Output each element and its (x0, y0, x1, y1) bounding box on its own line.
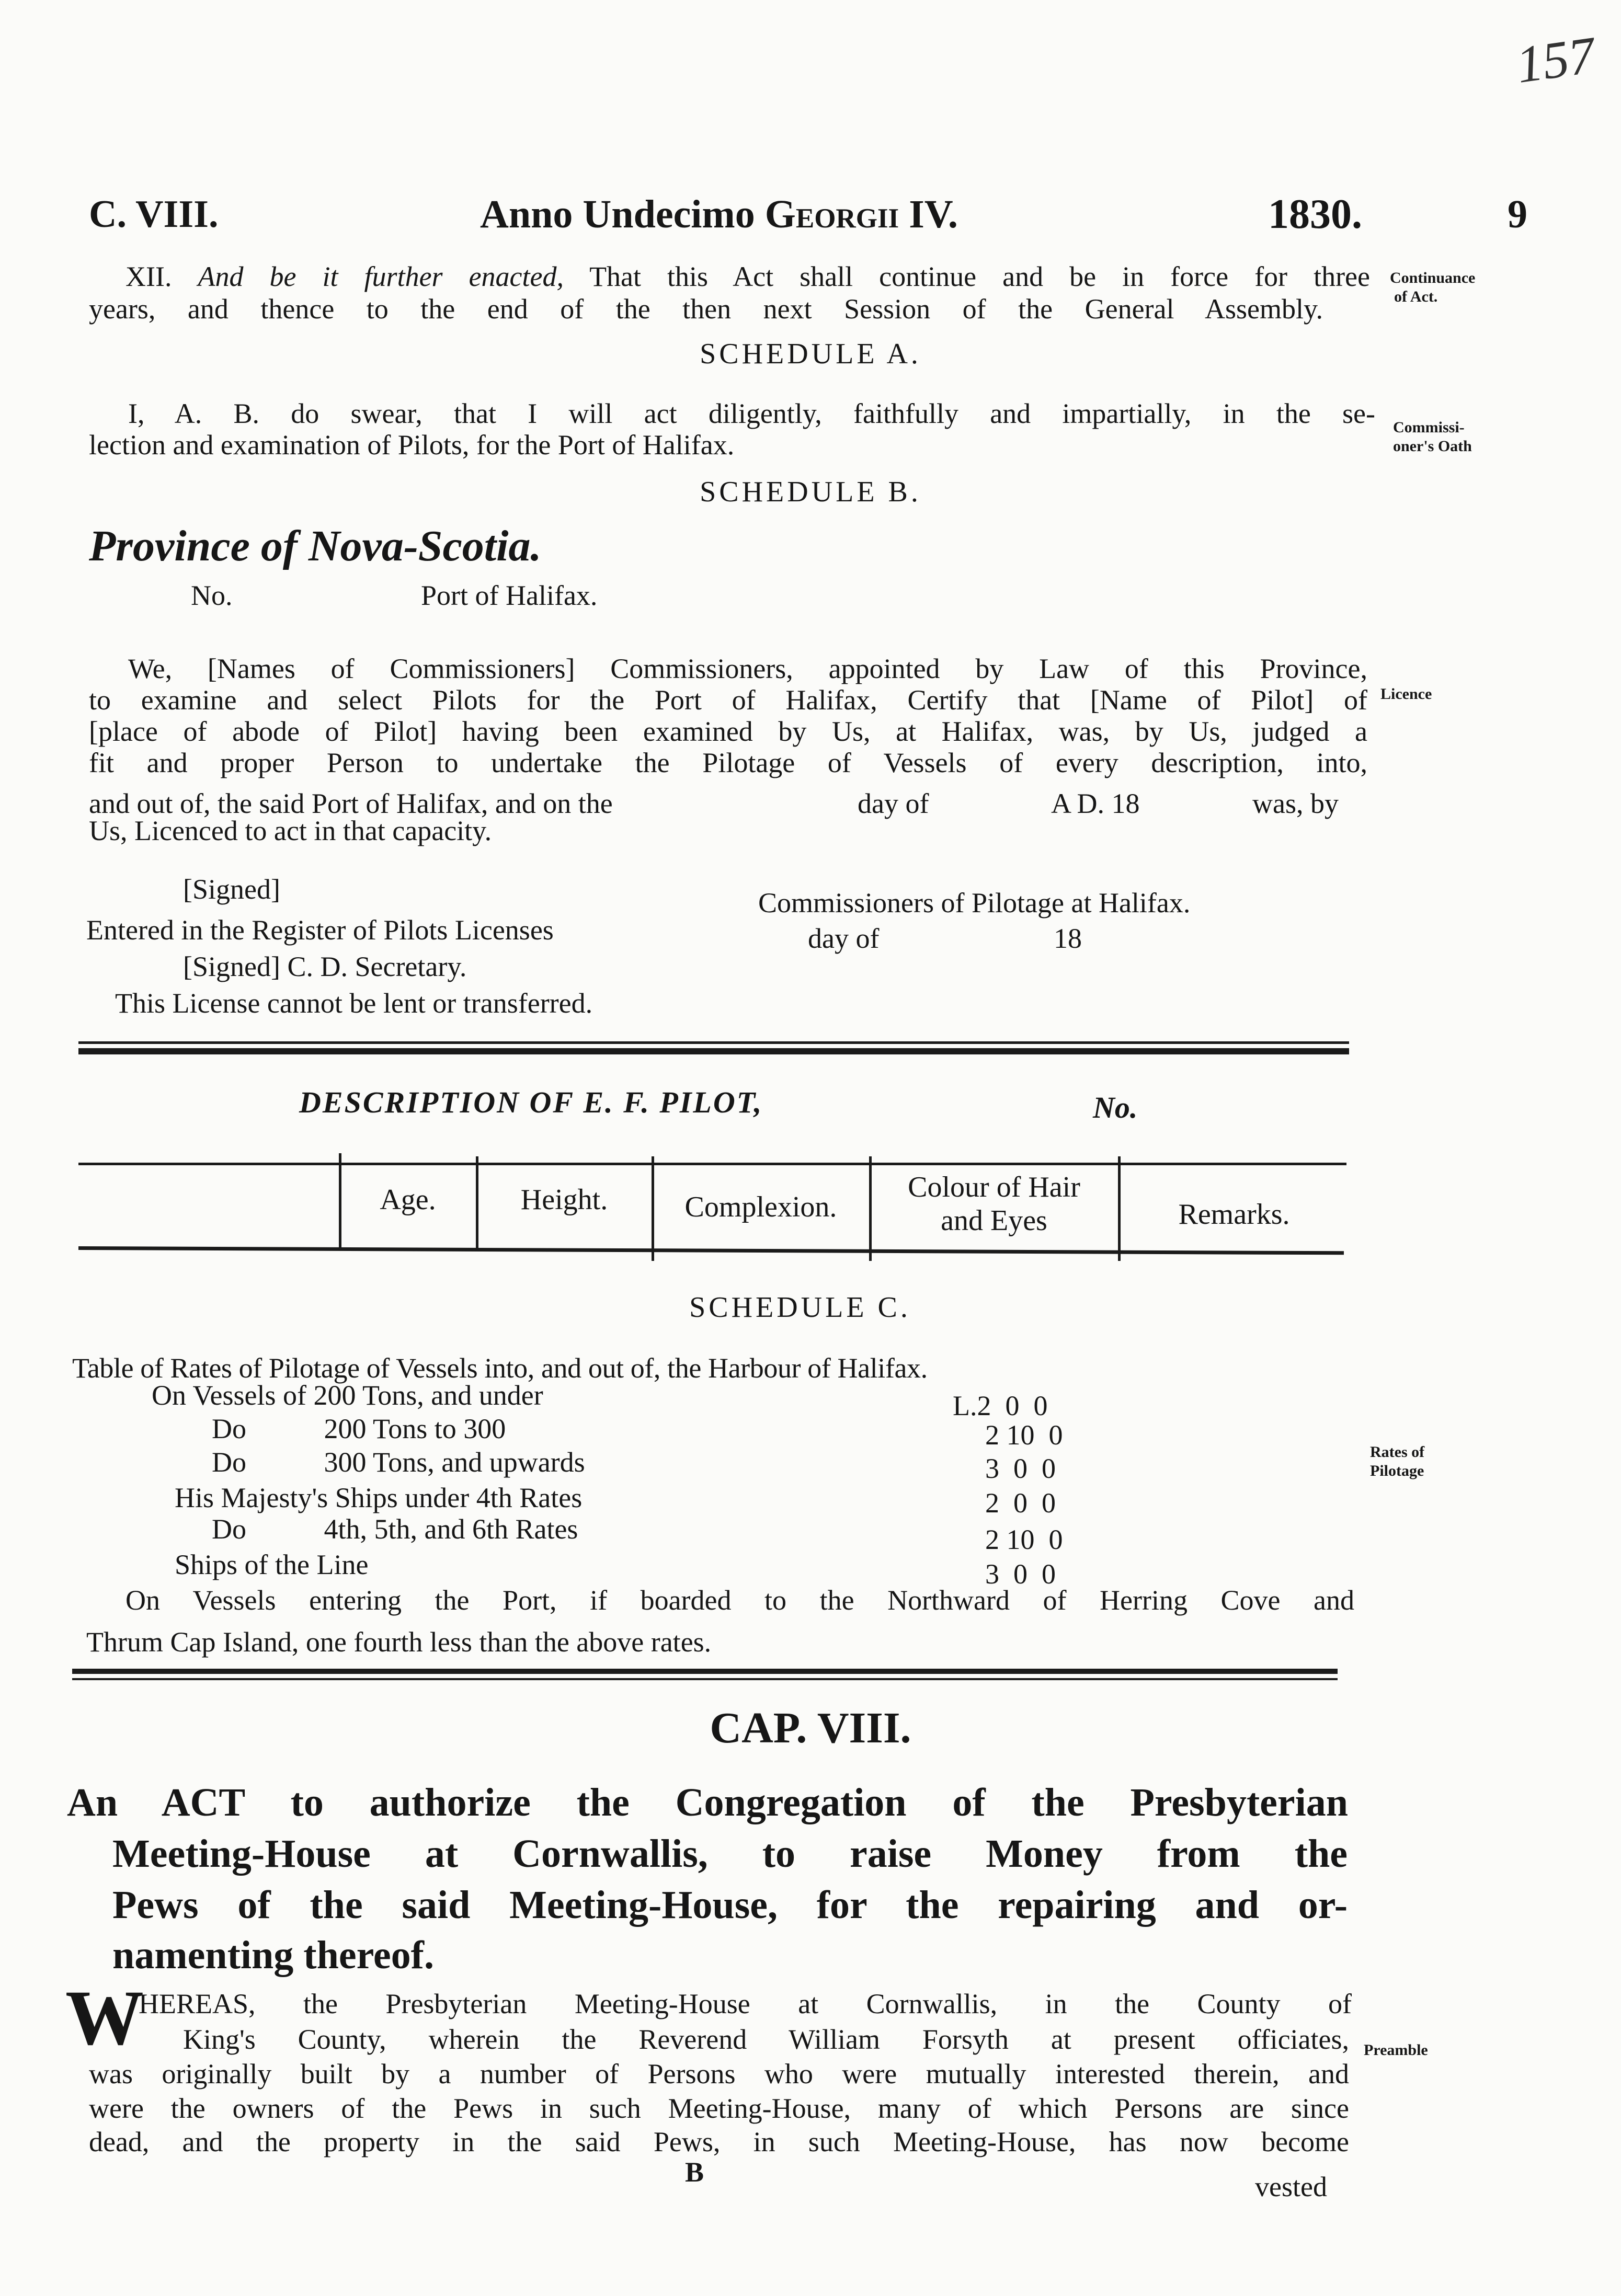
table-header-remarks: Remarks. (1178, 1198, 1290, 1231)
margin-rates-line-1: Rates of (1370, 1443, 1425, 1461)
rate-row-5-label: Do 4th, 5th, and 6th Rates (212, 1513, 578, 1545)
signature-mark: B (685, 2156, 704, 2188)
catchword: vested (1255, 2171, 1327, 2202)
header-title (480, 191, 958, 238)
licence-body-line-2: to examine and select Pilots for the Port of Halifax, Certify that [Name of Pilot] of (89, 684, 1367, 716)
divider-rule-2b (72, 1678, 1338, 1680)
description-number-label: No. (1093, 1090, 1138, 1124)
preamble-line-4: were the owners of the Pews in such Meeting-House, many of which Persons are since (89, 2093, 1349, 2124)
margin-continuance-line-2: of Act. (1394, 288, 1438, 305)
schedule-a-line-2: lection and examination of Pilots, for the Port of Halifax. (89, 429, 735, 461)
rates-note-line-2: Thrum Cap Island, one fourth less than the above rates. (86, 1626, 712, 1658)
licence-number-label: No. (191, 580, 233, 611)
rate-row-6-label: Ships of the Line (175, 1549, 369, 1580)
sec12-lead: XII. (125, 261, 172, 292)
header-year: 1830. (1268, 191, 1362, 237)
table-header-hair-eyes-2: and Eyes (941, 1204, 1047, 1237)
table-header-age: Age. (380, 1184, 436, 1216)
commissioners-of-pilotage: Commissioners of Pilotage at Halifax. (758, 887, 1191, 919)
sec12-line-1 (125, 259, 1370, 294)
schedule-a-line-1: I, A. B. do swear, that I will act diligently, faithfully and impartially, in the se- (128, 398, 1375, 429)
schedule-c-intro: Table of Rates of Pilotage of Vessels into, and out of, the Harbour of Halifax. (72, 1352, 928, 1384)
schedule-b-heading: SCHEDULE B. (700, 476, 921, 508)
header-title-anno: Anno Undecimo (480, 192, 755, 236)
register-day-of: day of (808, 923, 880, 954)
port-label: Port of Halifax. (421, 580, 598, 611)
margin-note-oath (1393, 418, 1472, 456)
rate-row-1-label: On Vessels of 200 Tons, and under (152, 1380, 543, 1411)
margin-note-continuance (1390, 269, 1475, 306)
rate-row-5-value: 2 10 0 (985, 1524, 1063, 1555)
description-table-bottom-rule (78, 1246, 1344, 1255)
margin-note-licence: Licence (1380, 685, 1432, 703)
rate-row-4-value: 2 0 0 (985, 1487, 1056, 1519)
header-title-iv: IV. (909, 192, 958, 236)
cap-heading: CAP. VIII. (710, 1704, 911, 1752)
licence-body-line-3: [place of abode of Pilot] having been examined by Us, at Halifax, was, by Us, judged a (89, 716, 1367, 747)
header-chapter: C. VIII. (89, 193, 219, 236)
sec12-italic: And be it further enacted, (198, 261, 564, 292)
preamble-line-1: HEREAS, the Presbyterian Meeting-House at Cornwallis, in the County of (139, 1988, 1352, 2019)
signed-secretary: [Signed] C. D. Secretary. (183, 951, 467, 982)
preamble-drop-cap: W (65, 1974, 144, 2061)
margin-note-preamble: Preamble (1364, 2041, 1428, 2059)
rates-note-line-1: On Vessels entering the Port, if boarded to the Northward of Herring Cove and (125, 1585, 1354, 1616)
header-page-number: 9 (1508, 192, 1527, 236)
entered-in-register: Entered in the Register of Pilots Licenses (86, 914, 554, 946)
rate-row-2-value: 2 10 0 (985, 1419, 1063, 1451)
margin-oath-line-1: Commissi- (1393, 419, 1465, 436)
preamble-line-5: dead, and the property in the said Pews, in such Meeting-House, has now become (89, 2126, 1349, 2157)
cap-title-line-1: An ACT to authorize the Congregation of the Presbyterian (67, 1781, 1348, 1824)
licence-body-was-by: was, by (1252, 788, 1339, 819)
signed-1: [Signed] (183, 874, 280, 905)
licence-body-line-1: We, [Names of Commissioners] Commissioners, appointed by Law of this Province, (128, 653, 1367, 684)
table-header-height: Height. (520, 1184, 608, 1216)
province-heading: Province of Nova-Scotia. (89, 522, 542, 570)
licence-body-line-6: Us, Licenced to act in that capacity. (89, 815, 492, 846)
rate-row-3-value: 3 0 0 (985, 1453, 1056, 1484)
license-note: This License cannot be lent or transferred. (115, 988, 593, 1019)
licence-body-line-5: and out of, the said Port of Halifax, and on the (89, 788, 613, 819)
margin-rates-line-2: Pilotage (1370, 1462, 1424, 1479)
licence-body-ad: A D. 18 (1051, 788, 1140, 819)
divider-rule-1a (78, 1041, 1349, 1044)
licence-body-day-of: day of (858, 788, 929, 819)
margin-continuance-line-1: Continuance (1390, 269, 1476, 286)
sec12-text: That this Act shall continue and be in force for three (589, 261, 1370, 292)
margin-note-rates (1370, 1443, 1424, 1480)
cap-title-line-4: namenting thereof. (112, 1933, 434, 1977)
rate-row-1-value: L.2 0 0 (953, 1390, 1048, 1421)
sec12-line-2: years, and thence to the end of the then next Session of the General Assembly. (89, 293, 1323, 325)
table-header-complexion: Complexion. (684, 1191, 837, 1223)
rate-row-6-value: 3 0 0 (985, 1558, 1056, 1590)
schedule-c-heading: SCHEDULE C. (689, 1291, 911, 1324)
licence-body-line-4: fit and proper Person to undertake the Pilotage of Vessels of every description, into, (89, 747, 1367, 778)
preamble-line-2: King's County, wherein the Reverend William Forsyth at present officiates, (183, 2024, 1349, 2055)
preamble-line-3: was originally built by a number of Persons who were mutually interested therein, and (89, 2058, 1349, 2090)
rate-row-3-label: Do 300 Tons, and upwards (212, 1447, 585, 1478)
margin-oath-line-2: oner's Oath (1393, 438, 1472, 455)
description-table-top-rule (78, 1163, 1346, 1165)
schedule-a-heading: SCHEDULE A. (700, 338, 921, 370)
rate-row-2-label: Do 200 Tons to 300 (212, 1413, 506, 1444)
register-year-18: 18 (1054, 923, 1082, 954)
header-title-georgii: Georgii (764, 192, 899, 236)
cap-title-line-3: Pews of the said Meeting-House, for the repairing and or- (112, 1883, 1348, 1927)
divider-rule-2a (72, 1669, 1338, 1674)
description-title: DESCRIPTION OF E. F. PILOT, (299, 1085, 763, 1119)
table-header-hair-eyes-1: Colour of Hair (908, 1171, 1080, 1203)
divider-rule-1b (78, 1048, 1349, 1054)
rate-row-4-label: His Majesty's Ships under 4th Rates (175, 1482, 583, 1513)
cap-title-line-2: Meeting-House at Cornwallis, to raise Money from the (112, 1832, 1348, 1876)
folio-mark: 157 (1512, 26, 1599, 94)
